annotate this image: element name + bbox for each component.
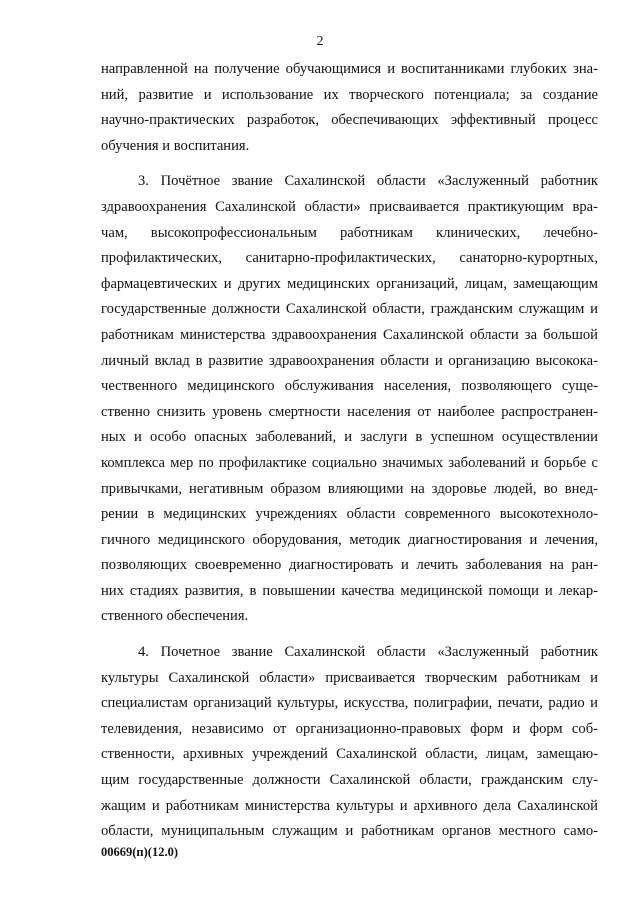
text-line: ных и особо опасных заболеваний, и заслуги в успешном осуществлении (101, 429, 598, 446)
text-line: чам, высокопрофессиональным работникам клинических, лечебно- (101, 224, 598, 241)
text-line: культуры Сахалинской области» присваивается творческим работникам и (101, 669, 598, 686)
paragraph-continuation (101, 57, 598, 159)
text-line: ственности, архивных учреждений Сахалинской области, лицам, замещаю- (101, 746, 598, 763)
text-line: них стадиях развития, в повышении качества медицинской помощи и лекар- (101, 582, 598, 599)
text-line: направленной на получение обучающимися и воспитанниками глубоких зна- (101, 61, 598, 77)
document-body (101, 57, 598, 845)
text-line: телевидения, независимо от организационно-правовых форм и форм соб- (101, 720, 598, 737)
text-line: щим государственные должности Сахалинской области, гражданским слу- (101, 772, 598, 789)
document-code: 00669(п)(12.0) (101, 845, 178, 859)
text-line: здравоохранения Сахалинской области» присваивается практикующим вра- (101, 198, 598, 215)
paragraph-item-3 (101, 169, 598, 630)
text-line: специалистам организаций культуры, искусства, полиграфии, печати, радио и (101, 695, 598, 712)
text-line: 4. Почетное звание Сахалинской области «Заслуженный работник (138, 644, 598, 661)
text-line: ственно снизить уровень смертности населения от наиболее распространен- (101, 403, 598, 420)
text-line: чественного медицинского обслуживания населения, позволяющего суще- (101, 378, 598, 395)
text-line: научно-практических разработок, обеспечивающих эффективный процесс (101, 112, 598, 129)
text-line: профилактических, санитарно-профилактических, санаторно-курортных, (101, 250, 598, 267)
text-line: ний, развитие и использование их творческого потенциала; за создание (101, 86, 598, 103)
text-line: ственного обеспечения. (101, 608, 249, 625)
text-line: позволяющих своевременно диагностировать и лечить заболевания на ран- (101, 557, 598, 574)
text-line: области, муниципальным служащим и работникам органов местного само- (101, 823, 598, 840)
text-line: привычками, негативным образом влияющими на здоровье людей, во внед- (101, 480, 598, 497)
text-line: жащим и работникам министерства культуры и архивного дела Сахалинской (101, 797, 598, 814)
paragraph-item-4 (101, 640, 598, 845)
text-line: рении в медицинских учреждениях области современного высокотехноло- (101, 506, 598, 523)
text-line: комплекса мер по профилактике социально значимых заболеваний и борьбе с (101, 454, 598, 471)
text-line: государственные должности Сахалинской области, гражданским служащим и (101, 301, 598, 318)
text-line: 3. Почётное звание Сахалинской области «Заслуженный работник (138, 173, 598, 190)
text-line: фармацевтических и других медицинских организаций, лицам, замещающим (101, 275, 598, 292)
page-number: 2 (316, 34, 324, 49)
text-line: личный вклад в развитие здравоохранения области и организацию высокока- (101, 352, 598, 369)
text-line: обучения и воспитания. (101, 137, 250, 154)
text-line: работникам министерства здравоохранения Сахалинской области за большой (101, 326, 598, 343)
text-line: гичного медицинского оборудования, методик диагностирования и лечения, (101, 531, 598, 548)
